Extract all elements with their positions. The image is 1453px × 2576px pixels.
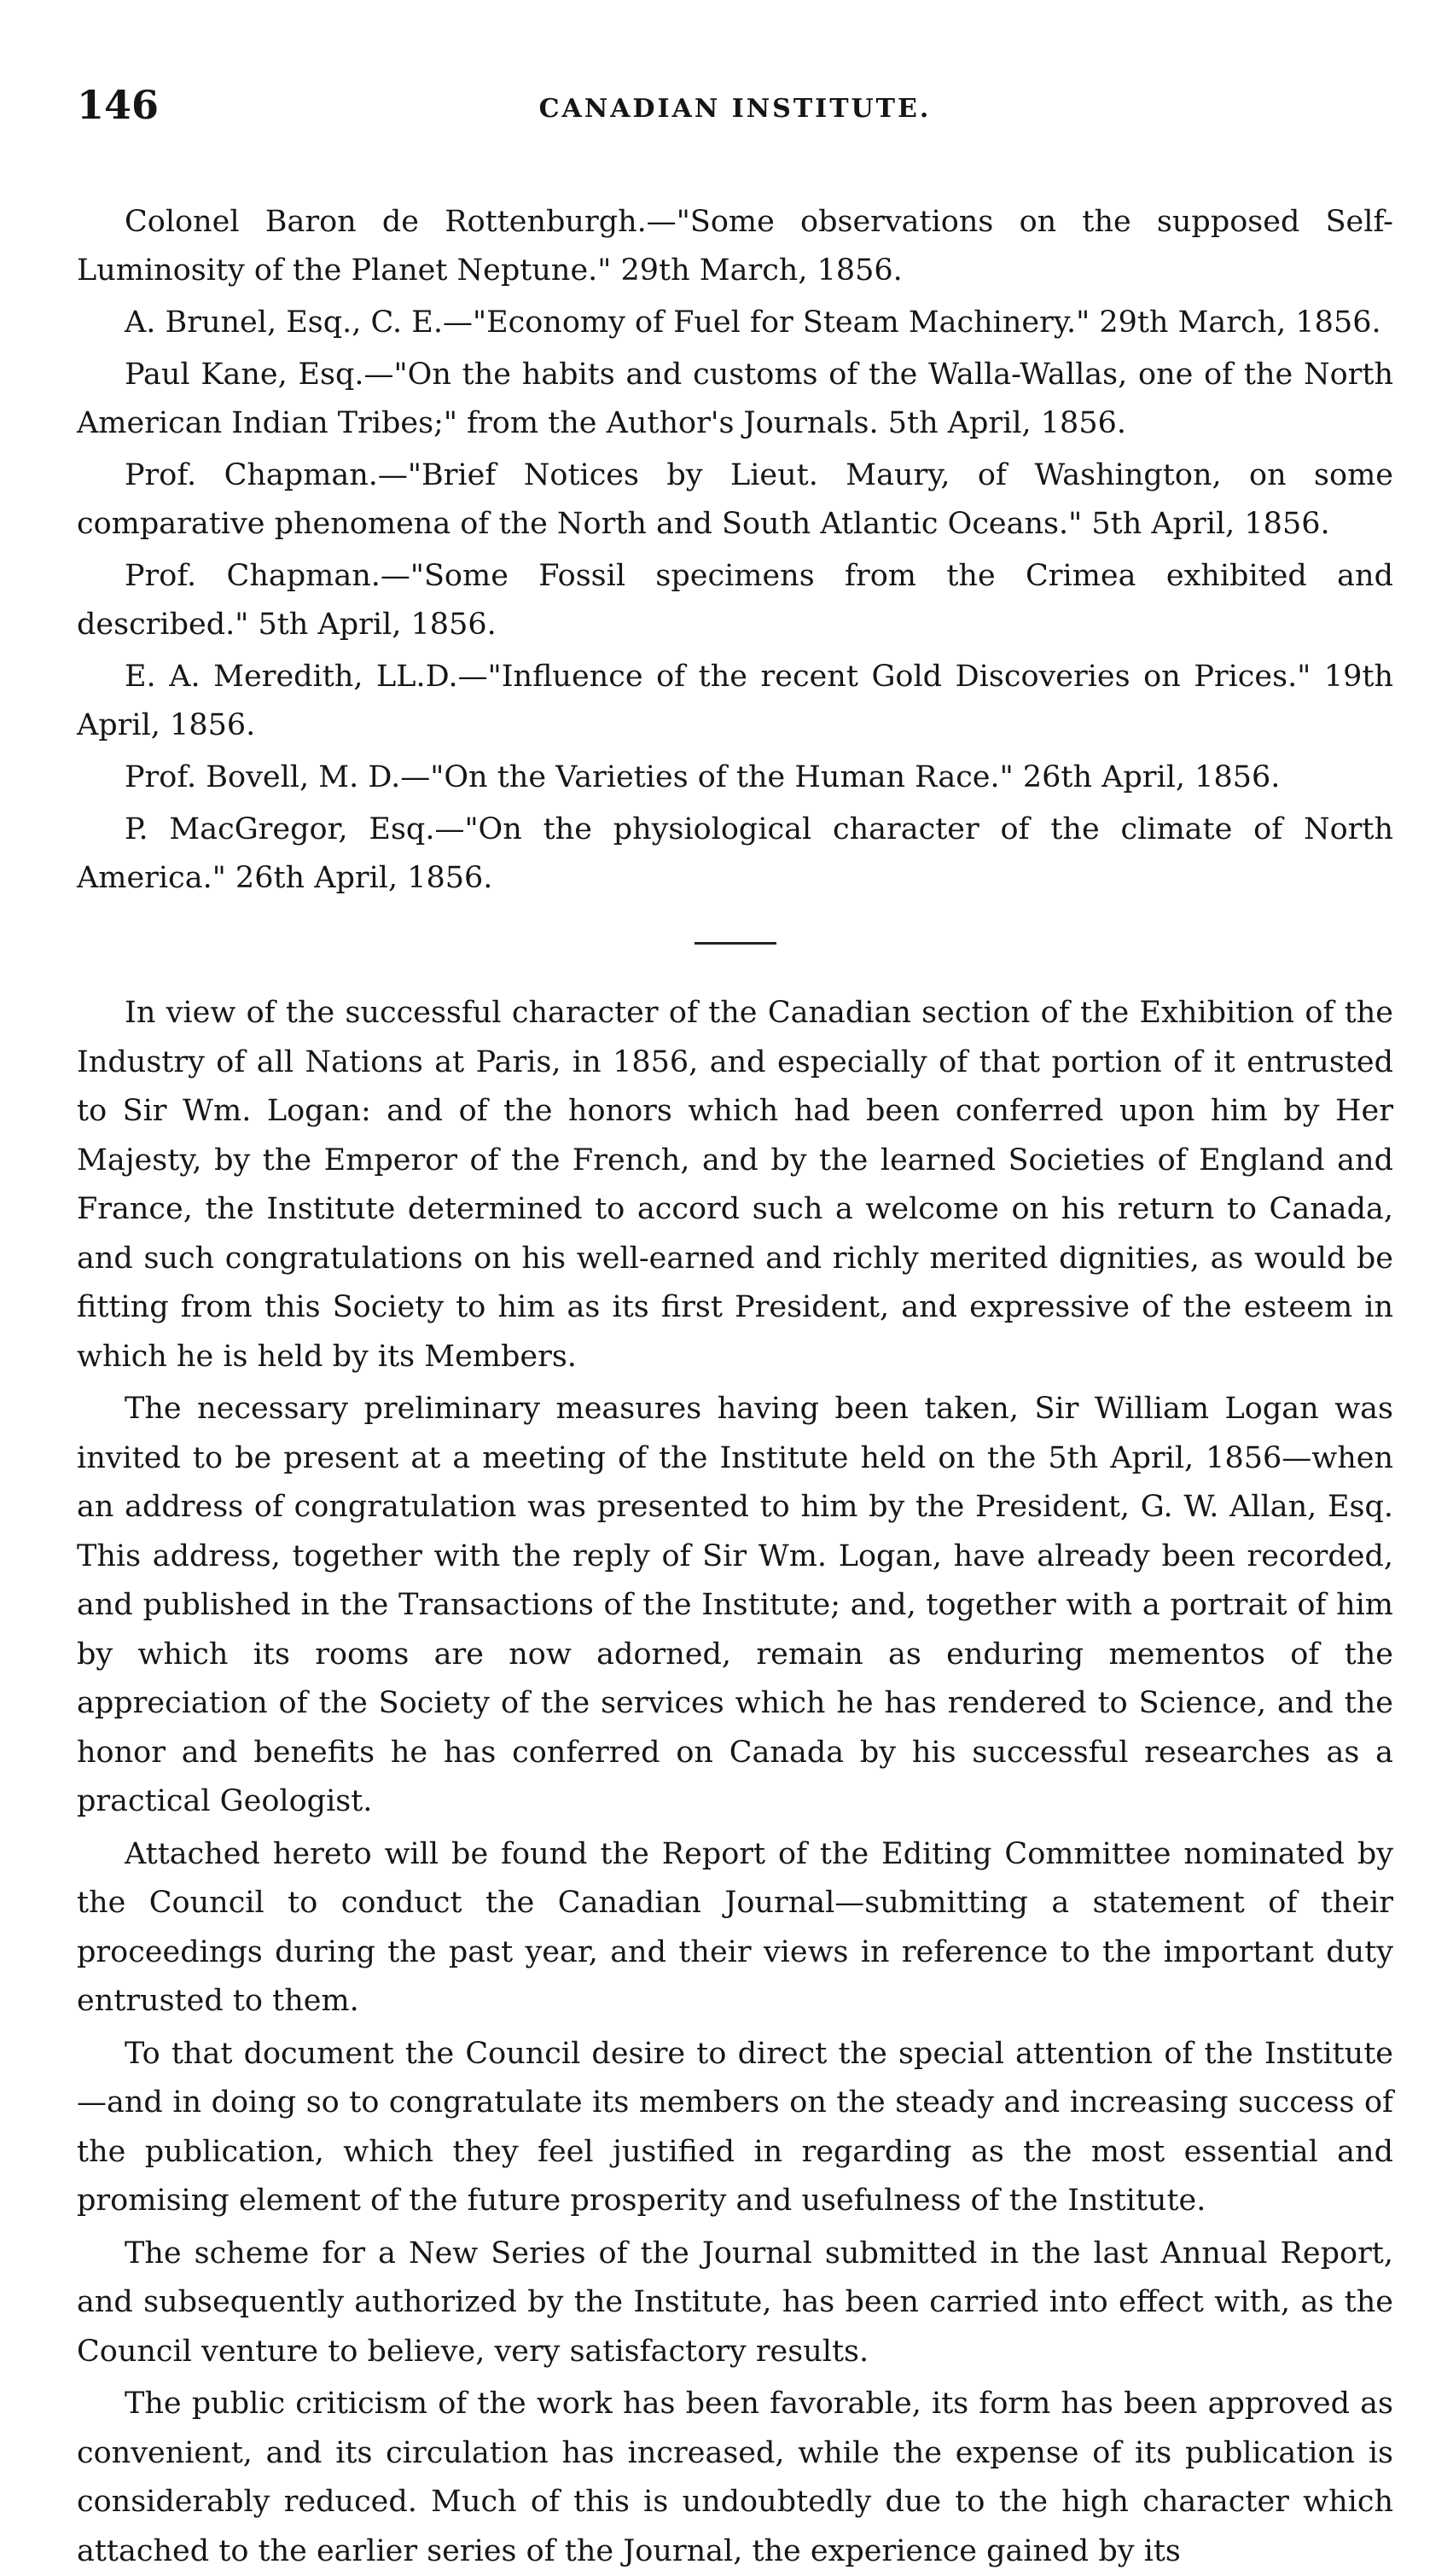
paper-entry: E. A. Meredith, LL.D.—"Influence of the recent Gold Discoveries on Prices." 19th April, 1856. (77, 660, 1393, 742)
page-number: 146 (77, 82, 160, 128)
page-header (77, 82, 1393, 143)
paper-entry: A. Brunel, Esq., C. E.—"Economy of Fuel for Steam Machinery." 29th March, 1856. (125, 305, 1381, 340)
paper-entry: P. MacGregor, Esq.—"On the physiological character of the climate of North America." 26th April, 1856. (77, 812, 1393, 895)
body-paragraph: The necessary preliminary measures having been taken, Sir William Logan was invited to be present at a meeting of the Institute held on the 5th April, 1856—when an address of congratulation was presented to him by the President, G. W. Allan, Esq. This address, together with the reply of Sir Wm. Logan, have already been recorded, and published in the Transactions of the Institute; and, together with a portrait of him by which its rooms are now adorned, remain as enduring mementos of the appreciation of the Society of the services which he has rendered to Science, and the honor and benefits he has conferred on Canada by his successful researches as a practical Geologist. (77, 1392, 1393, 1818)
section-divider (695, 942, 776, 945)
body-text (77, 989, 1393, 2576)
paper-list (77, 198, 1393, 903)
paper-entry: Paul Kane, Esq.—"On the habits and customs of the Walla-Wallas, one of the North American Indian Tribes;" from the Author's Journals. 5th April, 1856. (77, 358, 1393, 440)
body-paragraph: To that document the Council desire to direct the special attention of the Institute—and in doing so to congratulate its members on the steady and increasing success of the publication, which they feel justified in regarding as the most essential and promising element of the future prosperity and usefulness of the Institute. (77, 2036, 1393, 2218)
paper-entry: Prof. Chapman.—"Some Fossil specimens from the Crimea exhibited and described." 5th April, 1856. (77, 559, 1393, 642)
paper-entry: Colonel Baron de Rottenburgh.—"Some observations on the supposed Self-Luminosity of the Planet Neptune." 29th March, 1856. (77, 205, 1393, 288)
body-paragraph: The scheme for a New Series of the Journal submitted in the last Annual Report, and subsequently authorized by the Institute, has been carried into effect with, as the Council venture to believe, very satisfactory results. (77, 2236, 1393, 2369)
body-paragraph: Attached hereto will be found the Report of the Editing Committee nominated by the Council to conduct the Canadian Journal—submitting a statement of their proceedings during the past year, and their views in reference to the important duty entrusted to them. (77, 1836, 1393, 2018)
running-head: CANADIAN INSTITUTE. (538, 94, 932, 124)
paper-entry: Prof. Bovell, M. D.—"On the Varieties of the Human Race." 26th April, 1856. (125, 760, 1281, 794)
body-paragraph: The public criticism of the work has been favorable, its form has been approved as convenient, and its circulation has increased, while the expense of its publication is considerably reduced. Much of this is undoubtedly due to the high character which attached to the earlier series of the Journal, the experience gained by its (77, 2387, 1393, 2568)
body-paragraph: In view of the successful character of the Canadian section of the Exhibition of the Industry of all Nations at Paris, in 1856, and especially of that portion of it entrusted to Sir Wm. Logan: and of the honors which had been conferred upon him by Her Majesty, by the Emperor of the French, and by the learned Societies of England and France, the Institute determined to accord such a welcome on his return to Canada, and such congratulations on his well-earned and richly merited dignities, as would be fitting from this Society to him as its first President, and expressive of the esteem in which he is held by its Members. (77, 996, 1393, 1374)
paper-entry: Prof. Chapman.—"Brief Notices by Lieut. Maury, of Washington, on some comparative phenomena of the North and South Atlantic Oceans." 5th April, 1856. (77, 458, 1393, 541)
